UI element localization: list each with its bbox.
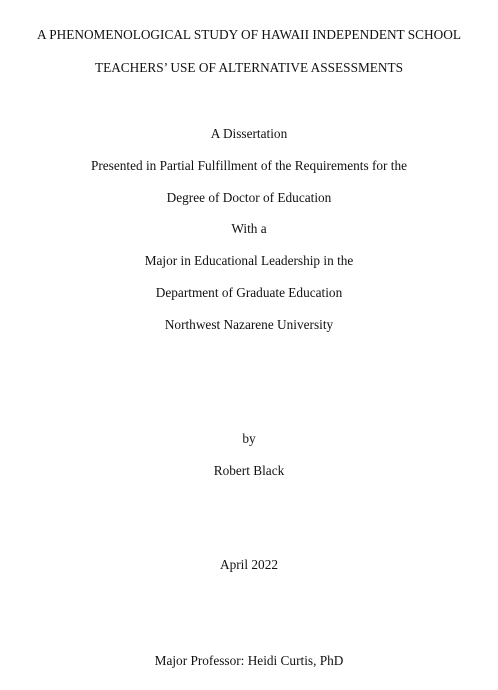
degree-line: Degree of Doctor of Education — [166, 190, 332, 205]
major-line: Major in Educational Leadership in the — [144, 253, 354, 268]
submission-date: April 2022 — [220, 557, 278, 572]
author-name: Robert Black — [213, 463, 285, 478]
title-line-1: A PHENOMENOLOGICAL STUDY OF HAWAII INDEPENDENT SCHOOL — [37, 27, 461, 42]
university-line: Northwest Nazarene University — [164, 317, 334, 332]
by-line: by — [242, 431, 256, 446]
major-professor: Major Professor: Heidi Curtis, PhD — [154, 653, 344, 668]
department-line: Department of Graduate Education — [155, 285, 343, 300]
title-line-2: TEACHERS’ USE OF ALTERNATIVE ASSESSMENTS — [94, 60, 404, 75]
document-type: A Dissertation — [210, 126, 288, 141]
with-a-line: With a — [231, 221, 267, 236]
submission-statement-line-1: Presented in Partial Fulfillment of the Requirements for the — [90, 158, 408, 173]
